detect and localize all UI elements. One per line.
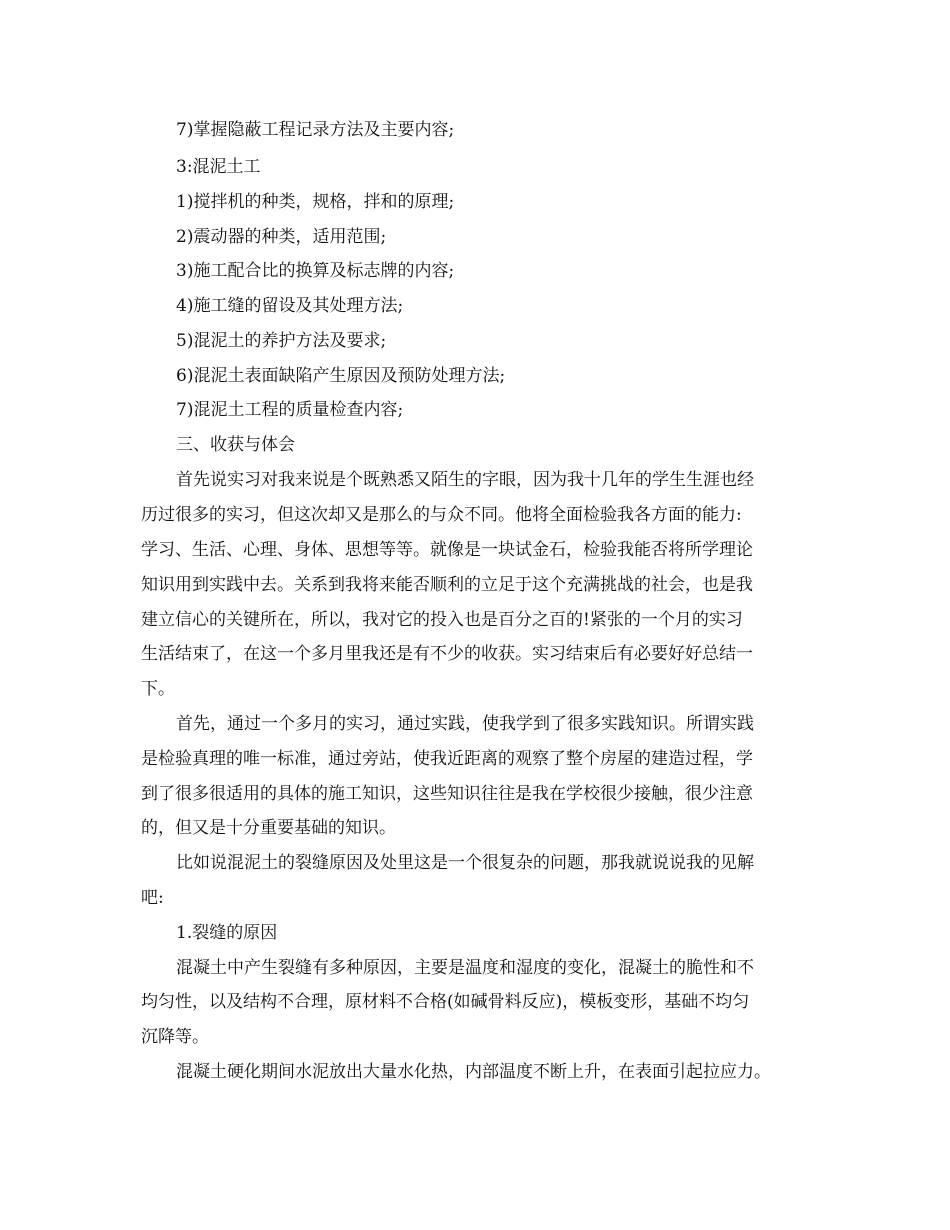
text-line: 7)掌握隐蔽工程记录方法及主要内容; xyxy=(176,120,455,140)
text-line: 是检验真理的唯一标准，通过旁站，使我近距离的观察了整个房屋的建造过程，学 xyxy=(141,749,753,769)
text-line: 6)混泥土表面缺陷产生原因及预防处理方法; xyxy=(176,366,506,386)
text-line: 知识用到实践中去。关系到我将来能否顺利的立足于这个充满挑战的社会，也是我 xyxy=(141,575,753,595)
text-line: 到了很多很适用的具体的施工知识，这些知识往往是我在学校很少接触，很少注意 xyxy=(141,784,753,804)
text-line: 3)施工配合比的换算及标志牌的内容; xyxy=(176,261,455,281)
text-line: 1)搅拌机的种类，规格，拌和的原理; xyxy=(176,192,455,212)
text-line: 5)混泥土的养护方法及要求; xyxy=(176,331,387,351)
text-line: 的，但又是十分重要基础的知识。 xyxy=(141,818,396,838)
text-line: 混凝土中产生裂缝有多种原因，主要是温度和湿度的变化，混凝土的脆性和不 xyxy=(176,958,754,978)
text-line: 首先说实习对我来说是个既熟悉又陌生的字眼，因为我十几年的学生生涯也经 xyxy=(176,470,754,490)
text-line: 2)震动器的种类，适用范围; xyxy=(176,227,387,247)
text-line: 沉降等。 xyxy=(141,1027,209,1047)
text-line: 建立信心的关键所在，所以，我对它的投入也是百分之百的!紧张的一个月的实习 xyxy=(141,610,743,630)
text-line: 比如说混泥土的裂缝原因及处里这是一个很复杂的问题，那我就说说我的见解 xyxy=(176,853,754,873)
text-line: 吧: xyxy=(141,888,164,908)
text-line: 生活结束了，在这一个多月里我还是有不少的收获。实习结束后有必要好好总结一 xyxy=(141,644,753,664)
text-line: 历过很多的实习，但这次却又是那么的与众不同。他将全面检验我各方面的能力: xyxy=(141,505,742,525)
text-line: 7)混泥土工程的质量检查内容; xyxy=(176,400,404,420)
text-line: 学习、生活、心理、身体、思想等等。就像是一块试金石，检验我能否将所学理论 xyxy=(141,540,753,560)
text-line: 混凝土硬化期间水泥放出大量水化热，内部温度不断上升，在表面引起拉应力。 xyxy=(176,1062,771,1082)
text-line: 下。 xyxy=(141,679,175,699)
text-line: 4)施工缝的留设及其处理方法; xyxy=(176,296,404,316)
text-line: 均匀性，以及结构不合理，原材料不合格(如碱骨料反应)，模板变形，基础不均匀 xyxy=(141,992,750,1012)
text-line: 3:混泥土工 xyxy=(176,157,261,177)
text-line: 首先，通过一个多月的实习，通过实践，使我学到了很多实践知识。所谓实践 xyxy=(176,714,754,734)
subheading: 1.裂缝的原因 xyxy=(176,923,278,943)
section-heading: 三、收获与体会 xyxy=(176,435,295,455)
